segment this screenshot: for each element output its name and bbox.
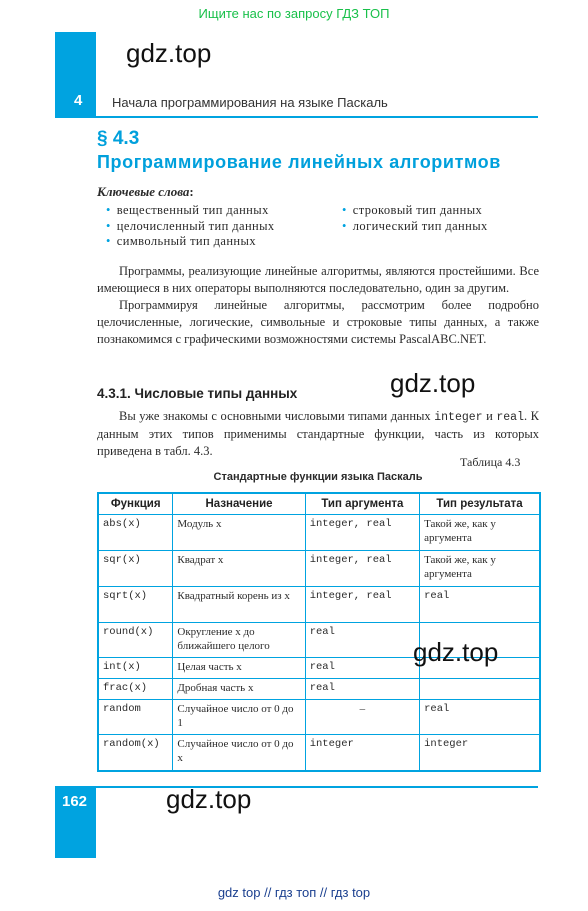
table-cell: integer, real [305, 587, 419, 623]
table-row [98, 735, 540, 771]
table-cell: int(x) [98, 658, 173, 679]
table-header-row [98, 493, 540, 515]
table-row [98, 515, 540, 551]
keyword-item: • целочисленный тип данных [106, 219, 275, 233]
watermark: gdz.top [390, 368, 476, 398]
table-cell: real [420, 700, 540, 735]
bullet-icon: • [106, 219, 111, 233]
top-banner: Ищите нас по запросу ГДЗ ТОП [198, 6, 390, 21]
table-cell: Модуль x [173, 515, 305, 551]
section-title: Программирование линейных алгоритмов [97, 152, 501, 172]
functions-table [97, 492, 541, 772]
table-label: Таблица 4.3 [460, 455, 521, 469]
keyword-item: • вещественный тип данных [106, 203, 269, 217]
bullet-icon: • [342, 203, 347, 217]
subsection-title: 4.3.1. Числовые типы данных [97, 386, 298, 401]
keyword-item: • символьный тип данных [106, 234, 256, 248]
bullet-icon: • [106, 234, 111, 248]
subsection-text [97, 408, 539, 460]
table-cell: sqr(x) [98, 551, 173, 587]
bullet-icon: • [106, 203, 111, 217]
table-cell: Такой же, как у аргумента [420, 551, 540, 587]
paragraph: Программируя линейные алгоритмы, рассмотрим более подробно целочисленные, логические, символьные и строковые типы данных, а также познакомимся с графическими возможностями системы PascalABC.NET. [97, 298, 539, 346]
table-cell: random [98, 700, 173, 735]
column-header: Тип аргумента [305, 493, 419, 515]
table-cell: Округление x до ближайшего целого [173, 623, 305, 658]
table-row [98, 551, 540, 587]
table-cell: frac(x) [98, 679, 173, 700]
bullet-icon: • [342, 219, 347, 233]
table-cell: integer, real [305, 515, 419, 551]
table-cell: abs(x) [98, 515, 173, 551]
keywords-heading: Ключевые слова: [97, 184, 194, 199]
header-rule [96, 116, 538, 118]
table-row [98, 700, 540, 735]
table-row [98, 587, 540, 623]
paragraph: Вы уже знакомы с основными числовыми типами данных integer и real. К данным этих типов применимы стандартные функции, часть из которых приведена в табл. 4.3. [97, 409, 539, 458]
page-number: 162 [62, 793, 88, 810]
footer-links: gdz top // гдз топ // гдз top [217, 885, 371, 900]
table-cell: Дробная часть x [173, 679, 305, 700]
table-cell: integer [420, 735, 540, 771]
intro-text [97, 263, 539, 348]
table-cell: real [305, 679, 419, 700]
watermark: gdz.top [166, 784, 252, 814]
chapter-title: Начала программирования на языке Паскаль [112, 95, 388, 110]
footer-rule [96, 786, 538, 788]
table-cell: Квадрат x [173, 551, 305, 587]
column-header: Функция [98, 493, 173, 515]
watermark: gdz.top [126, 38, 212, 68]
table-cell: Квадратный корень из x [173, 587, 305, 623]
table-row [98, 679, 540, 700]
paragraph: Программы, реализующие линейные алгоритмы, являются простейшими. Все имеющиеся в них операторы выполняются последовательно, один за другим. [97, 264, 539, 295]
table-cell: real [420, 587, 540, 623]
watermark: gdz.top [413, 637, 499, 667]
table-cell: Такой же, как у аргумента [420, 515, 540, 551]
column-header: Тип результата [420, 493, 540, 515]
table-cell: Целая часть x [173, 658, 305, 679]
table-cell: sqrt(x) [98, 587, 173, 623]
table-cell: Случайное число от 0 до 1 [173, 700, 305, 735]
keyword-item: • строковый тип данных [342, 203, 483, 217]
table-cell: real [305, 658, 419, 679]
table-cell: Случайное число от 0 до x [173, 735, 305, 771]
table-cell: real [305, 623, 419, 658]
table-cell: integer, real [305, 551, 419, 587]
table-cell: – [305, 700, 419, 735]
keyword-item: • логический тип данных [342, 219, 488, 233]
column-header: Назначение [173, 493, 305, 515]
chapter-number: 4 [74, 92, 83, 109]
table-cell: random(x) [98, 735, 173, 771]
section-number: § 4.3 [97, 128, 140, 149]
table-cell: round(x) [98, 623, 173, 658]
table-cell [420, 679, 540, 700]
table-caption: Стандартные функции языка Паскаль [213, 471, 423, 483]
table-cell: integer [305, 735, 419, 771]
